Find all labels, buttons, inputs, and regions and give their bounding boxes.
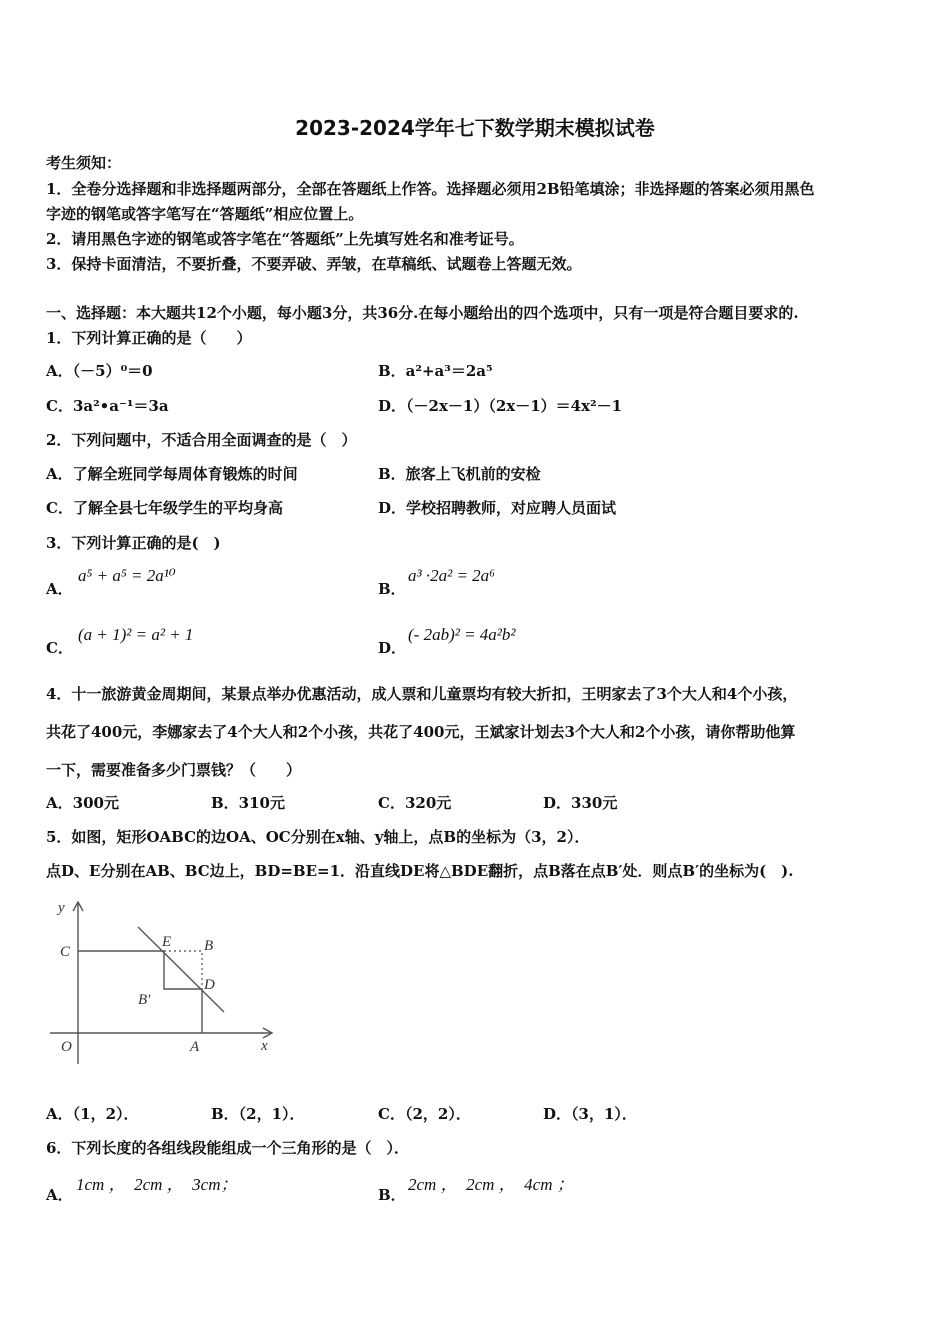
q3-option-b-expr: a³ ·2a² = 2a⁶ bbox=[408, 566, 496, 585]
q3-option-d-expr: (- 2ab)² = 4a²b² bbox=[408, 625, 516, 644]
q1-stem: 1．下列计算正确的是（ ） bbox=[46, 329, 252, 347]
q2-option-a: A．了解全班同学每周体育锻炼的时间 bbox=[46, 465, 298, 483]
q4-line-3: 一下，需要准备多少门票钱？（ ） bbox=[46, 761, 302, 779]
q4-option-b: B．310元 bbox=[211, 794, 285, 812]
q4-line-2: 共花了400元，李娜家去了4个大人和2个小孩，共花了400元，王斌家计划去3个大人和2个小孩，请你帮助他算 bbox=[46, 723, 796, 741]
q6-option-a-expr: 1cm ， 2cm ， 3cm； bbox=[76, 1175, 238, 1194]
q1-option-c: C．3a²•a⁻¹＝3a bbox=[46, 397, 169, 415]
q3-option-c-expr: (a + 1)² = a² + 1 bbox=[78, 625, 194, 644]
page-title: 2023-2024学年七下数学期末模拟试卷 bbox=[295, 116, 655, 140]
q4-option-a: A．300元 bbox=[46, 794, 119, 812]
notice-line-1: 1．全卷分选择题和非选择题两部分，全部在答题纸上作答。选择题必须用2B铅笔填涂；非选择题的答案必须用黑色 bbox=[46, 180, 815, 198]
segment-e-bprime-d bbox=[164, 951, 202, 989]
label-b: B bbox=[204, 938, 214, 954]
label-o: O bbox=[61, 1039, 72, 1055]
label-c: C bbox=[60, 944, 71, 960]
q5-option-c: C．（2，2）． bbox=[378, 1105, 471, 1123]
q6-option-b-label: B． bbox=[378, 1186, 406, 1204]
q5-option-b: B．（2，1）． bbox=[211, 1105, 305, 1123]
label-d: D bbox=[204, 977, 215, 993]
q5-figure bbox=[44, 894, 284, 1064]
q1-option-b: B．a²+a³＝2a⁵ bbox=[378, 362, 493, 380]
q2-option-b: B．旅客上飞机前的安检 bbox=[378, 465, 541, 483]
q5-option-a: A．（1，2）． bbox=[46, 1105, 139, 1123]
q5-option-d: D．（3，1）． bbox=[543, 1105, 637, 1123]
q6-stem: 6．下列长度的各组线段能组成一个三角形的是（ ）． bbox=[46, 1139, 409, 1157]
q1-option-d: D．（－2x－1）（2x－1）＝4x²－1 bbox=[378, 397, 623, 415]
q3-option-a-expr: a⁵ + a⁵ = 2a¹⁰ bbox=[78, 566, 176, 585]
q3-option-a-label: A． bbox=[46, 580, 73, 598]
q1-option-a: A．（－5）⁰＝0 bbox=[46, 362, 153, 380]
q5-line-1: 5．如图，矩形OABC的边OA、OC分别在x轴、y轴上，点B的坐标为（3，2）． bbox=[46, 828, 590, 846]
q3-option-b-label: B． bbox=[378, 580, 406, 598]
q5-line-2: 点D、E分别在AB、BC边上，BD=BE=1．沿直线DE将△BDE翻折，点B落在点B′处．则点B′的坐标为( ). bbox=[46, 862, 794, 880]
segment-ebd-dotted bbox=[164, 951, 202, 989]
q2-option-d: D．学校招聘教师，对应聘人员面试 bbox=[378, 499, 617, 517]
q6-option-a-label: A． bbox=[46, 1186, 73, 1204]
q3-option-c-label: C． bbox=[46, 639, 73, 657]
notice-line-1b: 字迹的钢笔或答字笔写在“答题纸”相应位置上。 bbox=[46, 205, 364, 223]
q3-stem: 3．下列计算正确的是( ) bbox=[46, 534, 221, 552]
q6-option-b-expr: 2cm ， 2cm ， 4cm ； bbox=[408, 1175, 574, 1194]
notice-heading: 考生须知： bbox=[46, 154, 122, 172]
q2-stem: 2．下列问题中，不适合用全面调查的是（ ） bbox=[46, 431, 357, 449]
label-b-prime: B′ bbox=[138, 992, 151, 1008]
q2-option-c: C．了解全县七年级学生的平均身高 bbox=[46, 499, 283, 517]
q4-line-1: 4．十一旅游黄金周期间，某景点举办优惠活动，成人票和儿童票均有较大折扣，王明家去了3个大人和4个小孩， bbox=[46, 685, 798, 703]
label-y: y bbox=[58, 900, 65, 916]
section-heading: 一、选择题：本大题共12个小题，每小题3分，共36分.在每小题给出的四个选项中，只有一项是符合题目要求的. bbox=[46, 304, 799, 322]
q3-option-d-label: D． bbox=[378, 639, 407, 657]
notice-line-2: 2．请用黑色字迹的钢笔或答字笔在“答题纸”上先填写姓名和准考证号。 bbox=[46, 230, 524, 248]
label-a: A bbox=[190, 1039, 200, 1055]
q4-option-c: C．320元 bbox=[378, 794, 452, 812]
notice-line-3: 3．保持卡面清洁，不要折叠，不要弄破、弄皱，在草稿纸、试题卷上答题无效。 bbox=[46, 255, 582, 273]
label-x: x bbox=[261, 1038, 268, 1054]
label-e: E bbox=[162, 934, 172, 950]
q4-option-d: D．330元 bbox=[543, 794, 618, 812]
